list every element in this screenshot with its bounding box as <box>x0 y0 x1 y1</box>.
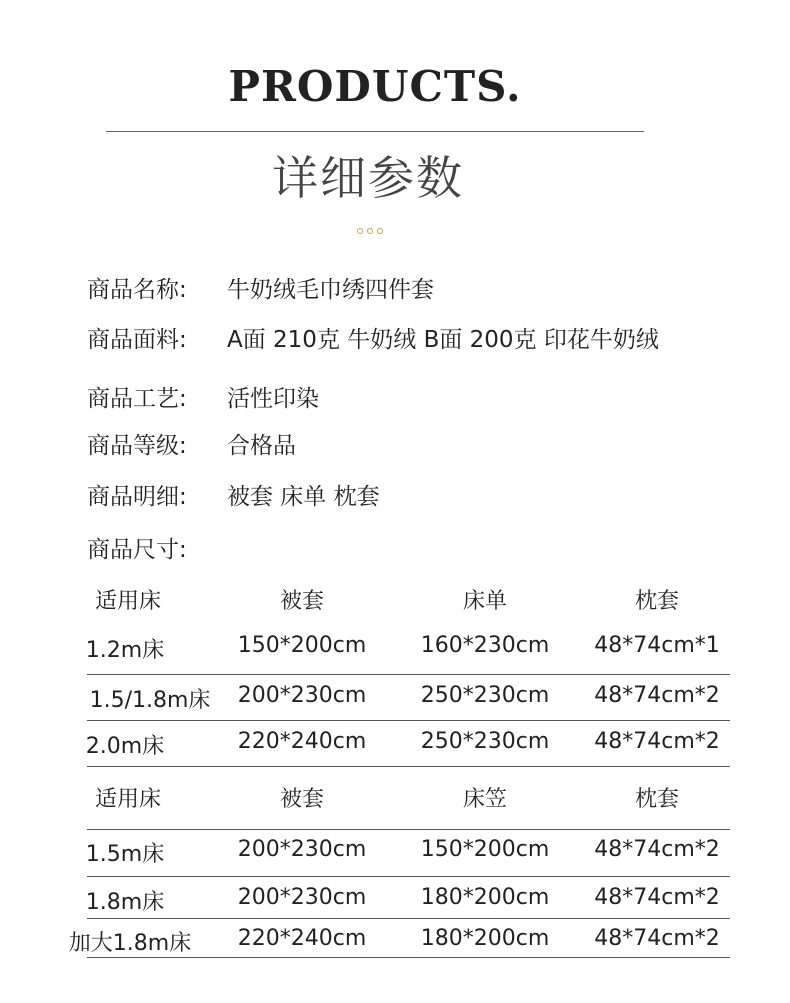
table-cell: 200*230cm <box>237 837 367 862</box>
table-cell: 220*240cm <box>237 729 367 754</box>
spec-label: 商品面料: <box>87 327 187 353</box>
col-header: 枕套 <box>634 589 679 614</box>
row-divider <box>87 957 730 958</box>
spec-value: 合格品 <box>227 433 296 459</box>
table-cell: 250*230cm <box>420 683 550 708</box>
table-cell: 1.5/1.8m床 <box>89 688 211 713</box>
spec-value: 牛奶绒毛巾绣四件套 <box>227 277 434 303</box>
col-header: 枕套 <box>634 787 679 812</box>
spec-value: A面 210克 牛奶绒 B面 200克 印花牛奶绒 <box>227 327 659 353</box>
table-cell: 180*200cm <box>420 926 550 951</box>
spec-label: 商品等级: <box>87 433 187 459</box>
table-cell: 220*240cm <box>237 926 367 951</box>
row-divider <box>87 829 730 830</box>
table-cell: 48*74cm*2 <box>594 926 720 951</box>
spec-craft <box>87 380 319 413</box>
col-header: 被套 <box>279 787 324 812</box>
header-divider <box>106 131 644 132</box>
table-row <box>0 729 790 769</box>
spec-label: 商品工艺: <box>87 386 187 412</box>
table-cell: 48*74cm*1 <box>594 633 720 658</box>
spec-size <box>87 531 227 564</box>
table-cell: 150*200cm <box>420 837 550 862</box>
decorative-dots <box>0 228 740 234</box>
brand-title: PRODUCTS. <box>228 62 522 111</box>
table-row <box>0 837 790 877</box>
spec-label: 商品明细: <box>87 484 187 510</box>
table-cell: 250*230cm <box>420 729 550 754</box>
table-cell: 1.8m床 <box>85 890 165 915</box>
table-cell: 2.0m床 <box>85 734 165 759</box>
row-divider <box>87 674 730 675</box>
col-header: 适用床 <box>94 787 161 812</box>
table-row <box>0 926 790 966</box>
table2-header <box>0 782 790 822</box>
col-header: 适用床 <box>94 589 161 614</box>
table-cell: 180*200cm <box>420 885 550 910</box>
spec-value: 被套 床单 枕套 <box>227 484 380 510</box>
row-divider <box>87 918 730 919</box>
col-header: 床单 <box>462 589 507 614</box>
table-cell: 加大1.8m床 <box>68 931 192 956</box>
table-row <box>0 633 790 673</box>
spec-name <box>87 271 434 304</box>
table-cell: 160*230cm <box>420 633 550 658</box>
table1-header <box>0 584 790 624</box>
table-cell: 48*74cm*2 <box>594 837 720 862</box>
spec-label: 商品名称: <box>87 277 187 303</box>
table-cell: 1.5m床 <box>85 842 165 867</box>
table-cell: 48*74cm*2 <box>594 729 720 754</box>
table-cell: 200*230cm <box>237 885 367 910</box>
page-title: 详细参数 <box>272 151 464 205</box>
col-header: 被套 <box>279 589 324 614</box>
row-divider <box>87 876 730 877</box>
spec-grade <box>87 427 296 460</box>
table-row <box>0 885 790 925</box>
table-cell: 200*230cm <box>237 683 367 708</box>
spec-fabric <box>87 321 659 354</box>
row-divider <box>87 720 730 721</box>
row-divider <box>87 766 730 767</box>
spec-detail <box>87 478 380 511</box>
table-cell: 150*200cm <box>237 633 367 658</box>
col-header: 床笠 <box>462 787 507 812</box>
table-cell: 1.2m床 <box>85 638 165 663</box>
table-row <box>0 683 790 723</box>
table-cell: 48*74cm*2 <box>594 885 720 910</box>
spec-value: 活性印染 <box>227 386 319 412</box>
spec-label: 商品尺寸: <box>87 537 187 563</box>
table-cell: 48*74cm*2 <box>594 683 720 708</box>
